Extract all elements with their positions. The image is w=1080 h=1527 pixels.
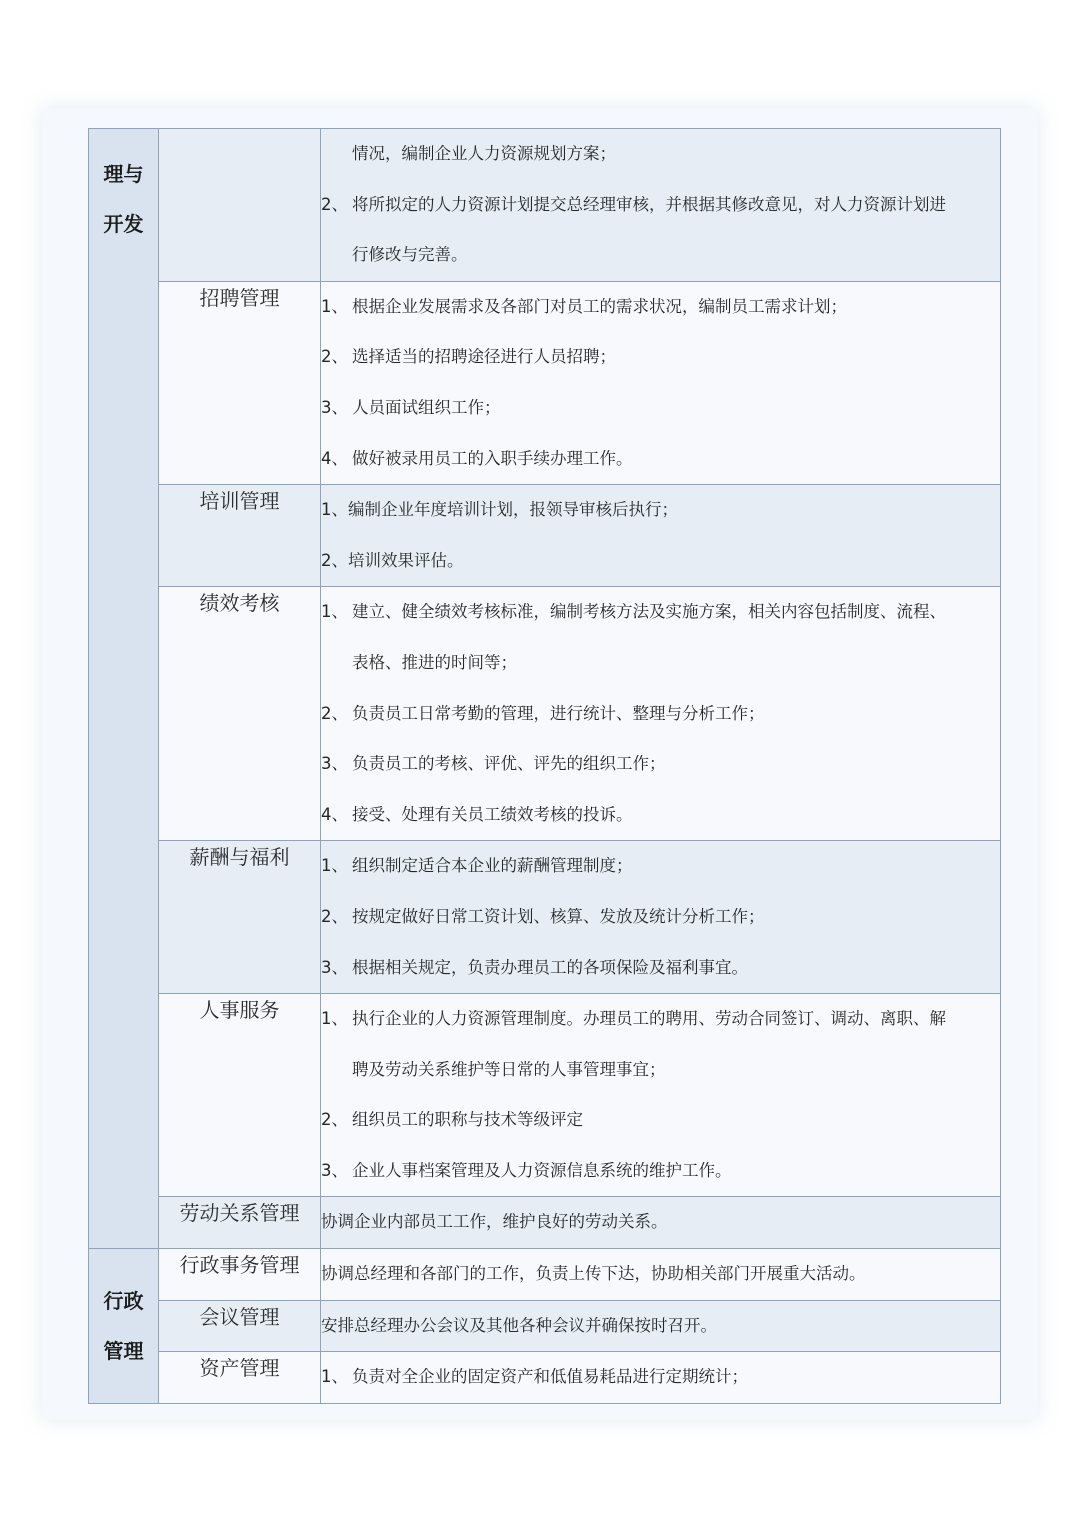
duty-line: 2、 负责员工日常考勤的管理，进行统计、整理与分析工作； — [321, 703, 765, 723]
duty-line: 1、编制企业年度培训计划，报领导审核后执行； — [321, 500, 678, 520]
duty-line: 1、 执行企业的人力资源管理制度。办理员工的聘用、劳动合同签订、调动、离职、解 — [321, 1009, 946, 1029]
table-row — [89, 281, 1001, 484]
duty-line: 2、 将所拟定的人力资源计划提交总经理审核，并根据其修改意见，对人力资源计划进 — [321, 194, 946, 214]
duty-line: 1、 根据企业发展需求及各部门对员工的需求状况，编制员工需求计划； — [321, 296, 847, 316]
department-label-line2: 开发 — [103, 212, 144, 236]
duty-line: 4、 接受、处理有关员工绩效考核的投诉。 — [321, 804, 633, 824]
duty-line: 协调企业内部员工工作，维护良好的劳动关系。 — [321, 1212, 668, 1232]
duty-line: 情况，编制企业人力资源规划方案； — [352, 144, 616, 163]
table-row — [89, 841, 1001, 994]
duty-line: 2、培训效果评估。 — [321, 550, 464, 570]
duty-line: 1、 建立、健全绩效考核标准，编制考核方法及实施方案，相关内容包括制度、流程、 — [321, 602, 946, 622]
duty-line: 聘及劳动关系维护等日常的人事管理事宜； — [352, 1059, 666, 1079]
duty-line: 2、 选择适当的招聘途径进行人员招聘； — [321, 347, 616, 367]
duty-table — [88, 128, 1001, 1404]
function-duties — [321, 281, 1001, 484]
function-duties — [321, 587, 1001, 841]
table-row — [89, 1300, 1001, 1352]
duty-line: 1、 组织制定适合本企业的薪酬管理制度； — [321, 856, 633, 876]
duty-line: 1、 负责对全企业的固定资产和低值易耗品进行定期统计； — [321, 1367, 748, 1387]
function-name: 资产管理 — [159, 1352, 321, 1404]
function-name: 薪酬与福利 — [159, 841, 321, 994]
function-name: 绩效考核 — [159, 587, 321, 841]
function-duties — [321, 1352, 1001, 1404]
function-duties — [321, 994, 1001, 1197]
department-label-line1: 理与 — [103, 162, 144, 186]
table-row — [89, 994, 1001, 1197]
department-label-line1: 行政 — [103, 1288, 144, 1313]
function-duties — [321, 485, 1001, 587]
duty-line: 2、 按规定做好日常工资计划、核算、发放及统计分析工作； — [321, 906, 765, 926]
table-row — [89, 1197, 1001, 1249]
duty-line: 安排总经理办公会议及其他各种会议并确保按时召开。 — [321, 1315, 717, 1335]
function-name: 劳动关系管理 — [159, 1197, 321, 1249]
duty-line: 4、 做好被录用员工的入职手续办理工作。 — [321, 448, 633, 468]
department-cell — [89, 129, 159, 1249]
duty-line: 3、 人员面试组织工作； — [321, 397, 501, 417]
function-name: 招聘管理 — [159, 281, 321, 484]
duty-line: 3、 企业人事档案管理及人力资源信息系统的维护工作。 — [321, 1160, 732, 1180]
table-row — [89, 129, 1001, 282]
duty-line: 2、 组织员工的职称与技术等级评定 — [321, 1110, 583, 1130]
function-name: 人事服务 — [159, 994, 321, 1197]
duty-line: 3、 根据相关规定，负责办理员工的各项保险及福利事宜。 — [321, 957, 748, 977]
department-cell — [89, 1249, 159, 1404]
function-name: 会议管理 — [159, 1300, 321, 1352]
duty-line: 3、 负责员工的考核、评优、评先的组织工作； — [321, 754, 666, 774]
function-duties — [321, 1300, 1001, 1352]
department-label-line2: 管理 — [103, 1338, 144, 1363]
function-name — [159, 129, 321, 282]
table-row — [89, 485, 1001, 587]
table-row — [89, 587, 1001, 841]
function-duties — [321, 129, 1001, 282]
function-name: 培训管理 — [159, 485, 321, 587]
table-row — [89, 1249, 1001, 1301]
duty-line: 协调总经理和各部门的工作，负责上传下达，协助相关部门开展重大活动。 — [321, 1264, 866, 1284]
duty-line: 表格、推进的时间等； — [352, 652, 517, 672]
function-name: 行政事务管理 — [159, 1249, 321, 1301]
function-duties — [321, 1197, 1001, 1249]
function-duties — [321, 841, 1001, 994]
duty-line: 行修改与完善。 — [352, 245, 468, 265]
function-duties — [321, 1249, 1001, 1301]
table-row — [89, 1352, 1001, 1404]
